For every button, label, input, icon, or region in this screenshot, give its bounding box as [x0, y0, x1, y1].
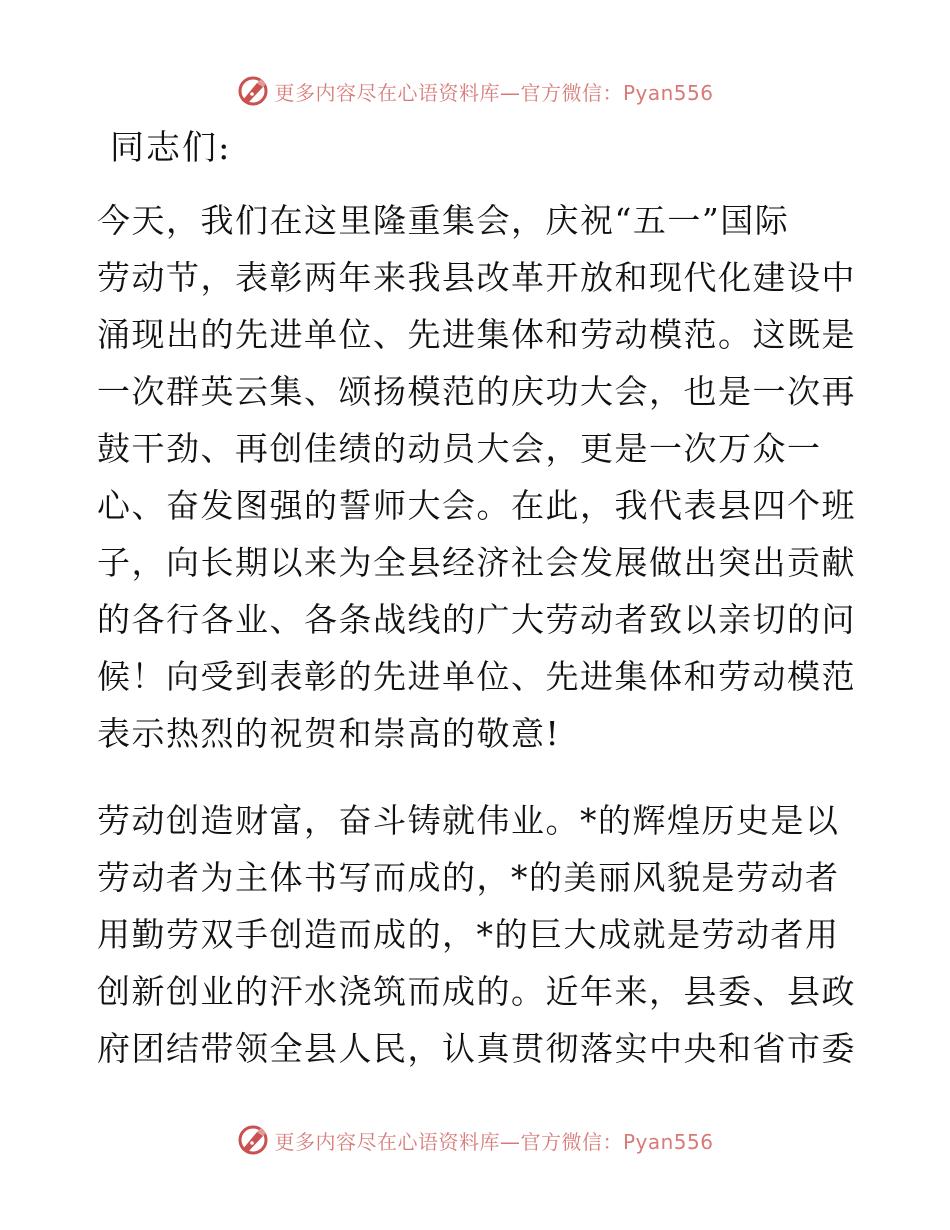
text-line: 一次群英云集、颂扬模范的庆功大会，也是一次再 [97, 372, 856, 411]
text-line: 表示热烈的祝贺和崇高的敬意! [97, 714, 561, 753]
text-line: 今天，我们在这里隆重集会，庆祝“五一”国际 [97, 201, 790, 240]
text-line: 府团结带领全县人民，认真贯彻落实中央和省市委 [97, 1029, 856, 1068]
pen-nib-logo-icon [236, 74, 270, 108]
text-line: 劳动创造财富，奋斗铸就伟业。*的辉煌历史是以 [97, 801, 840, 840]
watermark-text: 更多内容尽在心语资料库—官方微信：Pyan556 [274, 1129, 714, 1154]
text-line: 子，向长期以来为全县经济社会发展做出突出贡献 [97, 543, 856, 582]
text-line: 劳动节，表彰两年来我县改革开放和现代化建设中 [97, 258, 856, 297]
text-line: 创新创业的汗水浇筑而成的。近年来，县委、县政 [97, 972, 856, 1011]
watermark-text: 更多内容尽在心语资料库—官方微信：Pyan556 [274, 80, 714, 105]
text-line: 用勤劳双手创造而成的，*的巨大成就是劳动者用 [97, 915, 840, 954]
header-watermark [0, 71, 950, 111]
paragraph-1 [97, 192, 857, 762]
text-line: 鼓干劲、再创佳绩的动员大会，更是一次万众一 [97, 429, 822, 468]
text-line: 涌现出的先进单位、先进集体和劳动模范。这既是 [97, 315, 856, 354]
text-line: 心、奋发图强的誓师大会。在此，我代表县四个班 [97, 486, 856, 525]
pen-nib-logo-icon [236, 1123, 270, 1157]
footer-watermark [0, 1120, 950, 1160]
text-line: 的各行各业、各条战线的广大劳动者致以亲切的问 [97, 600, 856, 639]
text-line: 候！向受到表彰的先进单位、先进集体和劳动模范 [97, 657, 856, 696]
text-line: 劳动者为主体书写而成的，*的美丽风貌是劳动者 [97, 858, 840, 897]
paragraph-2 [97, 792, 857, 1077]
greeting: 同志们: [110, 128, 232, 168]
